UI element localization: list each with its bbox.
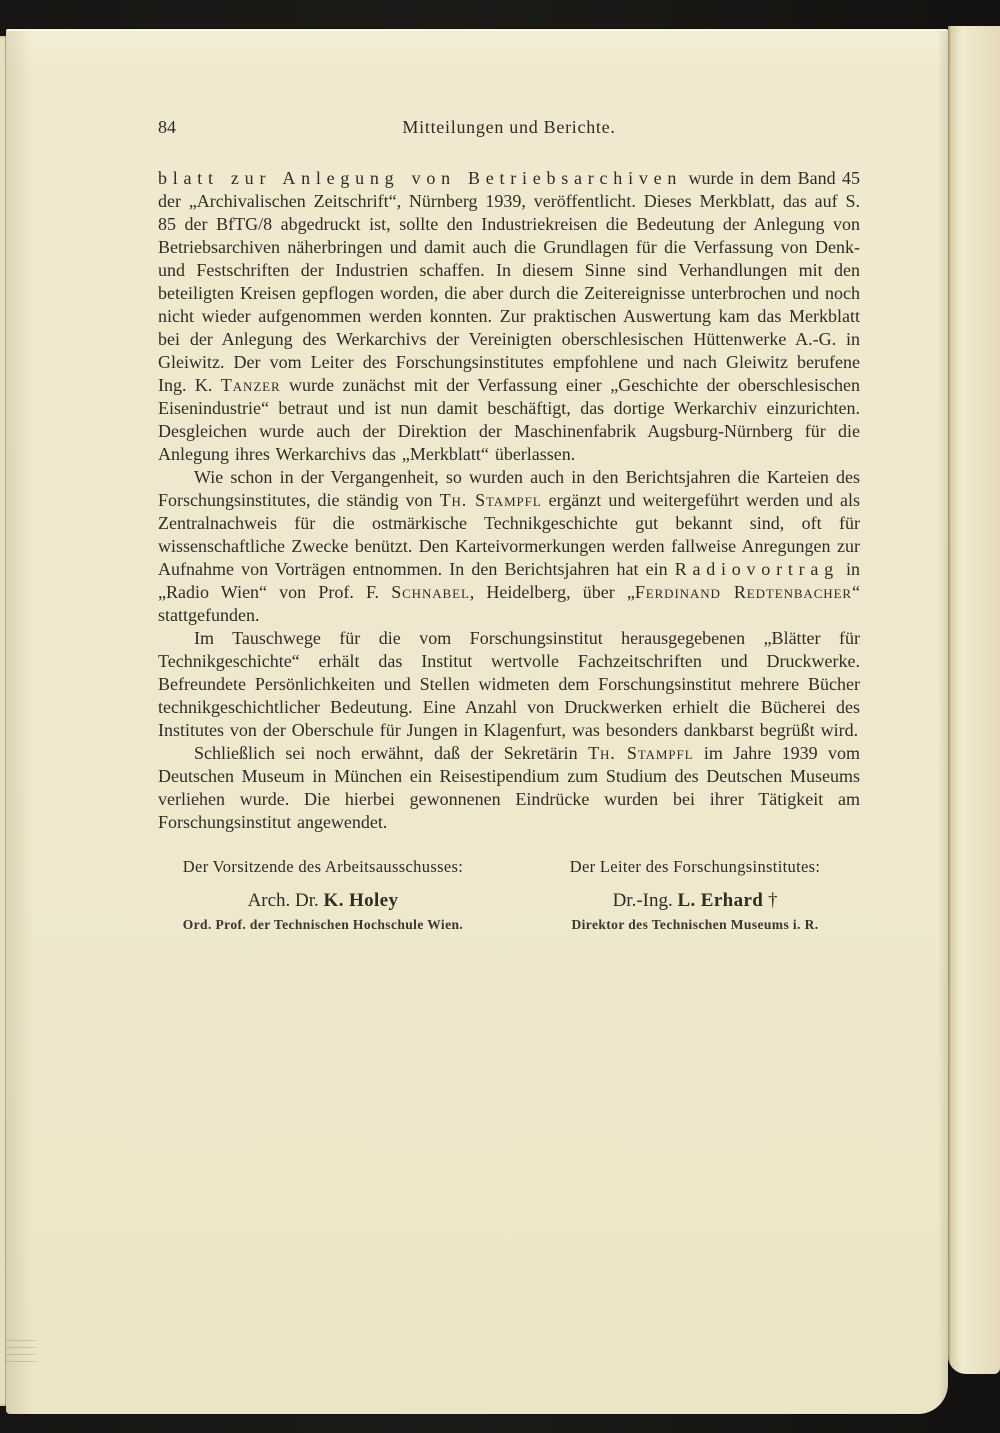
text-segment-spaced: blatt zur Anlegung von Betriebsarchiven — [158, 168, 683, 188]
text-segment-normal: wurde zunächst mit der Verfassung einer „Geschichte der oberschlesischen Eisenindustrie“ betraut und ist nun damit beschäftigt, das dortige Werkarchiv einzurichten. Desgleichen wurde auch der Direktion der Maschinenfabrik Augsburg-Nürnberg für die Anlegung ihres Werkarchivs das „Merkblatt“ überlassen. — [158, 375, 860, 464]
signature-director — [530, 856, 860, 933]
dagger-symbol: † — [763, 890, 778, 911]
paragraph — [158, 742, 860, 834]
running-title: Mitteilungen und Berichte. — [402, 117, 616, 137]
text-segment-normal: wurde in dem Band 45 der „Archivalischen Zeitschrift“, Nürnberg 1939, veröffentlicht. Dieses Merkblatt, das auf S. 85 der BfTG/8 abgedruckt ist, sollte den Industriekreisen die Bedeutung der Anlegung von Betriebsarchiven näherbringen und damit auch die Grundlagen für die Verfassung von Denk- und Festschriften der Industrien schaffen. In diesem Sinne sind Verhandlungen mit den beteiligten Kreisen gepflogen worden, die aber durch die Zeitereignisse unterbrochen und noch nicht wieder aufgenommen werden konnten. Zur praktischen Auswertung kam das Merkblatt bei der Anlegung des Werkarchivs der Vereinigten oberschlesischen Hüttenwerke A.-G. in Gleiwitz. Der vom Leiter des Forschungsinstitutes empfohlene und nach Gleiwitz berufene Ing. K. — [158, 168, 861, 395]
text-segment-smallcaps: Ferdinand Redtenbacher — [634, 582, 852, 602]
signature-title: Direktor des Technischen Museums i. R. — [571, 917, 819, 932]
text-segment-normal: , Heidelberg, über „ — [469, 582, 635, 602]
text-segment-normal: ergänzt und weitergeführt werden und als Zentralnachweis für die ostmärkische Technikgeschichte gut bekannt sind, oft für wissenschaftliche Zwecke benützt. Den Karteivormerkungen werden fallweise Anregungen zur Aufnahme von Vorträgen entnommen. In den Berichtsjahren hat ein — [158, 490, 860, 579]
signature-title: Ord. Prof. der Technischen Hochschule Wien. — [182, 917, 464, 932]
paragraph — [158, 627, 860, 742]
text-segment-normal: Im Tauschwege für die vom Forschungsinstitut herausgegebenen „Blätter für Technikgeschichte“ erhält das Institut wertvolle Fachzeitschriften und Druckwerke. Befreundete Persönlichkeiten und Stellen widmeten dem Forschungsinstitut mehrere Bücher technikgeschichtlicher Bedeutung. Eine Anzahl von Druckwerken erhielt die Bücherei des Institutes von der Oberschule für Jungen in Klagenfurt, was besonders dankbarst begrüßt wird. — [158, 628, 860, 740]
paragraph — [158, 167, 860, 466]
text-segment-normal: “ stattgefunden. — [158, 582, 860, 625]
running-head — [158, 115, 860, 139]
name-prefix: Dr.-Ing. — [612, 890, 678, 911]
text-segment-normal: Wie schon in der Vergangenheit, so wurden auch in den Berichtsjahren die Karteien des Forschungsinstitutes, die ständig von — [158, 467, 860, 510]
next-page-edge — [948, 26, 1000, 1374]
body-text — [158, 167, 860, 834]
page-content — [6, 31, 948, 1414]
signature-role: Der Vorsitzende des Arbeitsausschusses: — [182, 857, 464, 876]
page-number: 84 — [158, 117, 176, 137]
signature-chairman — [158, 856, 488, 933]
name-bold: L. Erhard — [677, 890, 764, 911]
text-segment-smallcaps: Th. Stampfl — [439, 490, 542, 510]
stacked-page-lines — [6, 1340, 36, 1366]
text-segment-smallcaps: Schnabel — [391, 582, 470, 602]
name-bold: K. Holey — [323, 890, 399, 911]
text-segment-normal: Schließlich sei noch erwähnt, daß der Sekretärin — [194, 743, 589, 763]
text-segment-spaced: Radiovortrag — [674, 559, 839, 579]
signature-name — [530, 888, 860, 914]
text-segment-smallcaps: Th. Stampfl — [588, 743, 694, 763]
text-segment-smallcaps: Tanzer — [220, 375, 281, 395]
text-segment-normal: in „Radio Wien“ von Prof. F. — [158, 559, 860, 602]
book-page — [6, 29, 948, 1414]
name-prefix: Arch. Dr. — [247, 890, 324, 911]
text-segment-normal: im Jahre 1939 vom Deutschen Museum in München ein Reisestipendium zum Studium des Deutschen Museums verliehen wurde. Die hierbei gewonnenen Eindrücke wurden bei ihrer Tätigkeit am Forschungsinstitut angewendet. — [158, 743, 861, 832]
signature-block — [158, 856, 860, 933]
signature-role: Der Leiter des Forschungsinstitutes: — [569, 857, 821, 876]
paragraph — [158, 466, 860, 627]
signature-name — [158, 888, 488, 914]
